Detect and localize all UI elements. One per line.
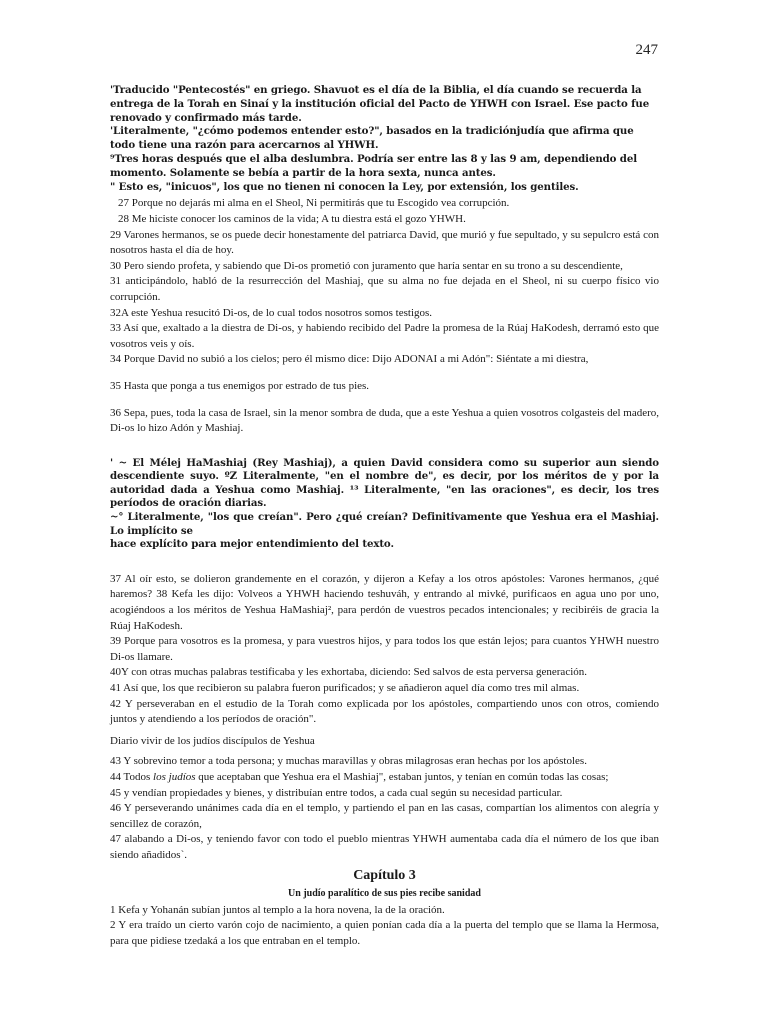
verse: 39 Porque para vosotros es la promesa, y para vuestros hijos, y para todos los que están lejos; para cuantos YHWH nuestro Di-os llamare. xyxy=(110,635,659,663)
verses-block-a xyxy=(110,196,659,368)
verse: 46 Y perseverando unánimes cada día en el templo, y partiendo el pan en las casas, compartían los alimentos con alegría y sencillez de corazón, xyxy=(110,802,659,830)
page-number: 247 xyxy=(635,42,658,58)
verse: 2 Y era traído un cierto varón cojo de nacimiento, a quien ponían cada día a la puerta del templo que se llama la Hermosa, para que pidiese tzedaká a los que entraban en el templo. xyxy=(110,919,659,947)
verse: 44 Todos los judíos que aceptaban que Yeshua era el Mashiaj", estaban juntos, y tenían en común todas las cosas; xyxy=(110,770,609,783)
footnote: ⁹Tres horas después que el alba deslumbra. Podría ser entre las 8 y las 9 am, dependiendo del momento. Solamente se bebía a partir de la hora sexta, nunca antes. xyxy=(110,152,637,179)
verse: 43 Y sobrevino temor a toda persona; y muchas maravillas y obras milagrosas eran hechas por los apóstoles. xyxy=(110,755,587,768)
footnote: 'Literalmente, "¿cómo podemos entender esto?", basados en la tradiciónjudía que afirma que todo tiene una razón para acercarnos al YHWH. xyxy=(110,125,634,152)
page-content xyxy=(110,84,659,949)
footnote: 'Traducido "Pentecostés" en griego. Shavuot es el día de la Biblia, el día cuando se recuerda la entrega de la Torah en Sinaí y la institución oficial del Pacto de YHWH con Israel. Ese pacto fue renovado y confirmado más tarde. xyxy=(110,84,650,124)
verse: 47 alabando a Di-os, y teniendo favor con todo el pueblo mientras YHWH aumentaba cada día el número de los que iban siendo añadidos`. xyxy=(110,833,659,861)
verses-block-d xyxy=(110,903,659,950)
verse: 41 Así que, los que recibieron su palabra fueron purificados; y se añadieron aquel día como tres mil almas. xyxy=(110,682,580,694)
verse: 37 Al oír esto, se dolieron grandemente en el corazón, y dijeron a Kefay a los otros apóstoles: Varones hermanos, ¿qué haremos? 38 Kefa les dijo: Volveos a YHWH haciendo teshuváh, y entrando al mivké, purificaos en agua uno por uno, acogiéndoos a los méritos de Yeshua HaMashiaj², para perdón de vuestros pecados intencionales; y recibiréis de gracia la Rúaj HaKodesh. xyxy=(110,572,659,632)
verse: 40Y con otras muchas palabras testificaba y les exhortaba, diciendo: Sed salvos de esta perversa generación. xyxy=(110,666,588,679)
verse: 32A este Yeshua resucitó Di-os, de lo cual todos nosotros somos testigos. xyxy=(110,306,433,319)
verse: 34 Porque David no subió a los cielos; pero él mismo dice: Dijo ADONAI a mi Adón": Siéntate a mi diestra, xyxy=(110,353,589,366)
footnote: ' ~ El Mélej HaMashiaj (Rey Mashiaj), a quien David considera como su superior aun siendo descendiente suyo. ºZ Literalmente, "en el nombre de", es decir, por los méritos de y por la autoridad dada a Yeshua como Mashiaj. ¹³ Literalmente, "en las oraciones", es decir, los tres períodos de oración diarias. xyxy=(110,456,659,510)
chapter-title: Capítulo 3 xyxy=(353,867,416,883)
verse: 1 Kefa y Yohanán subían juntos al templo a la hora novena, la de la oración. xyxy=(110,903,445,916)
verse: 29 Varones hermanos, se os puede decir honestamente del patriarca David, que murió y fue sepultado, y su sepulcro está con nosotros hasta el día de hoy. xyxy=(110,228,659,257)
chapter-subtitle: Un judío paralítico de sus pies recibe sanidad xyxy=(288,887,481,899)
verse: 42 Y perseveraban en el estudio de la Torah como explicada por los apóstoles, compartiendo unos con otros, comiendo juntos y atendiendo a los períodos de oración". xyxy=(110,697,659,726)
footnote: ~° Literalmente, "los que creían". Pero ¿qué creían? Definitivamente que Yeshua era el Mashiaj. Lo implícito se xyxy=(110,511,659,537)
footnote: hace explícito para mejor entendimiento del texto. xyxy=(110,538,394,551)
verses-block-b xyxy=(110,572,659,728)
verse: 27 Porque no dejarás mi alma en el Sheol, Ni permitirás que tu Escogido vea corrupción. xyxy=(118,197,510,210)
verse: 33 Así que, exaltado a la diestra de Di-os, y habiendo recibido del Padre la promesa de la Rúaj HaKodesh, derramó esto que vosotros veis y oís. xyxy=(110,322,659,350)
verses-block-c xyxy=(110,754,659,863)
footnote: " Esto es, "inicuos", los que no tienen ni conocen la Ley, por extensión, los gentiles. xyxy=(110,180,579,193)
footnotes-mid xyxy=(110,457,659,552)
verse: 30 Pero siendo profeta, y sabiendo que Di-os prometió con juramento que haría sentar en su trono a su descendiente, xyxy=(110,259,623,272)
verse: 28 Me hiciste conocer los caminos de la vida; A tu diestra está el gozo YHWH. xyxy=(118,212,466,225)
verse: 35 Hasta que ponga a tus enemigos por estrado de tus pies. xyxy=(110,379,370,392)
verse: 31 anticipándolo, habló de la resurrección del Mashiaj, que su alma no fue dejada en el Sheol, ni su cuerpo físico vio corrupción. xyxy=(110,275,659,303)
footnotes-top xyxy=(110,84,659,194)
verse: 45 y vendían propiedades y bienes, y distribuían entre todos, a cada cual según su necesidad particular. xyxy=(110,786,563,799)
verse: 36 Sepa, pues, toda la casa de Israel, sin la menor sombra de duda, que a este Yeshua a quien vosotros colgasteis del madero, Di-os lo hizo Adón y Mashiaj. xyxy=(110,406,659,435)
section-heading: Diario vivir de los judíos discípulos de Yeshua xyxy=(110,734,315,747)
